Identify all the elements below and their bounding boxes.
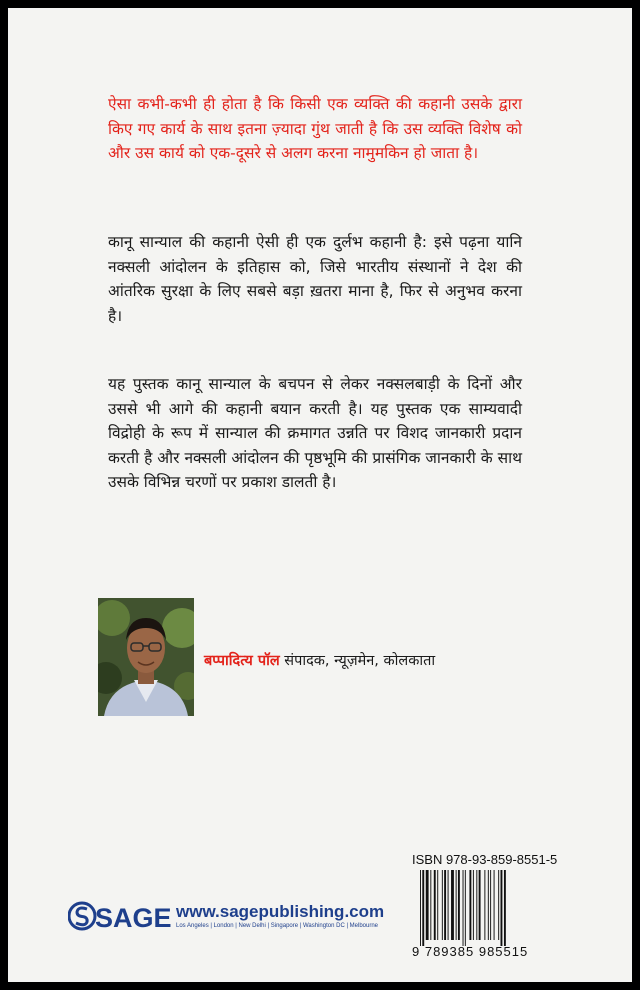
barcode-bar xyxy=(437,870,438,940)
barcode-bar xyxy=(456,870,457,940)
barcode-bar xyxy=(448,870,449,940)
sage-logo xyxy=(68,900,172,932)
barcode-bar xyxy=(465,870,466,946)
sage-logo-mark xyxy=(68,900,172,932)
barcode-bar xyxy=(504,870,506,946)
barcode-bar xyxy=(498,870,499,940)
barcode-bar xyxy=(479,870,481,940)
barcode-bar xyxy=(444,870,446,940)
barcode-bar xyxy=(488,870,489,940)
isbn-barcode xyxy=(418,870,542,950)
blurb-paragraph-3: यह पुस्तक कानू सान्याल के बचपन से लेकर नक्सलबाड़ी के दिनों और उससे भी आगे की कहानी बयान करती है। यह पुस्तक एक साम्यवादी विद्रोही के रूप में सान्याल की क्रमागत उन्नति पर विशद जानकारी प्रदान करती है और नक्सली आंदोलन की पृष्ठभूमि की प्रासंगिक जानकारी के साथ उसके विभिन्न चरणों पर प्रकाश डालती है। xyxy=(108,375,522,492)
barcode-bar xyxy=(463,870,464,946)
barcode-bar xyxy=(473,870,474,940)
publisher-url: www.sagepublishing.com xyxy=(176,902,385,921)
barcode-bar xyxy=(490,870,491,940)
barcode-bar xyxy=(426,870,429,940)
barcode-bar xyxy=(476,870,477,940)
barcode-bar xyxy=(501,870,503,946)
author-title: संपादक, न्यूज़मेन, कोलकाता xyxy=(279,653,436,669)
barcode-bar xyxy=(458,870,460,940)
author-photo xyxy=(98,598,194,716)
barcode-bar xyxy=(494,870,495,940)
author-credit xyxy=(204,650,435,670)
blurb-intro: ऐसा कभी-कभी ही होता है कि किसी एक व्यक्ति की कहानी उसके द्वारा किए गए कार्य के साथ इतना ज़्यादा गुंथ जाती है कि उस व्यक्ति विशेष को और उस कार्य को एक-दूसरे से अलग करना नामुमकिन हो जाता है। xyxy=(108,95,522,163)
barcode-bar xyxy=(469,870,471,940)
isbn-label: ISBN 978-93-859-8551-5 xyxy=(412,852,558,867)
sage-logo-text: SAGE xyxy=(95,903,172,932)
barcode-bar xyxy=(420,870,421,946)
barcode-bar xyxy=(451,870,454,940)
barcode-bar xyxy=(422,870,424,946)
barcode-bar xyxy=(430,870,431,940)
barcode-bar xyxy=(442,870,443,940)
author-name: बप्पादित्य पॉल xyxy=(204,653,280,669)
blurb-paragraph-2: कानू सान्याल की कहानी ऐसी ही एक दुर्लभ कहानी है: इसे पढ़ना यानि नक्सली आंदोलन के इतिहास को, जिसे भारतीय संस्थानों ने देश की आंतरिक सुरक्षा के लिए सबसे बड़ा ख़तरा माना है, फिर से अनुभव करना है। xyxy=(108,233,522,325)
publisher-cities: Los Angeles | London | New Delhi | Singapore | Washington DC | Melbourne xyxy=(176,923,379,929)
barcode-bar xyxy=(434,870,436,940)
barcode-digits: 9 789385 985515 xyxy=(412,944,529,959)
barcode-bar xyxy=(484,870,485,940)
author-portrait-image xyxy=(98,598,194,716)
